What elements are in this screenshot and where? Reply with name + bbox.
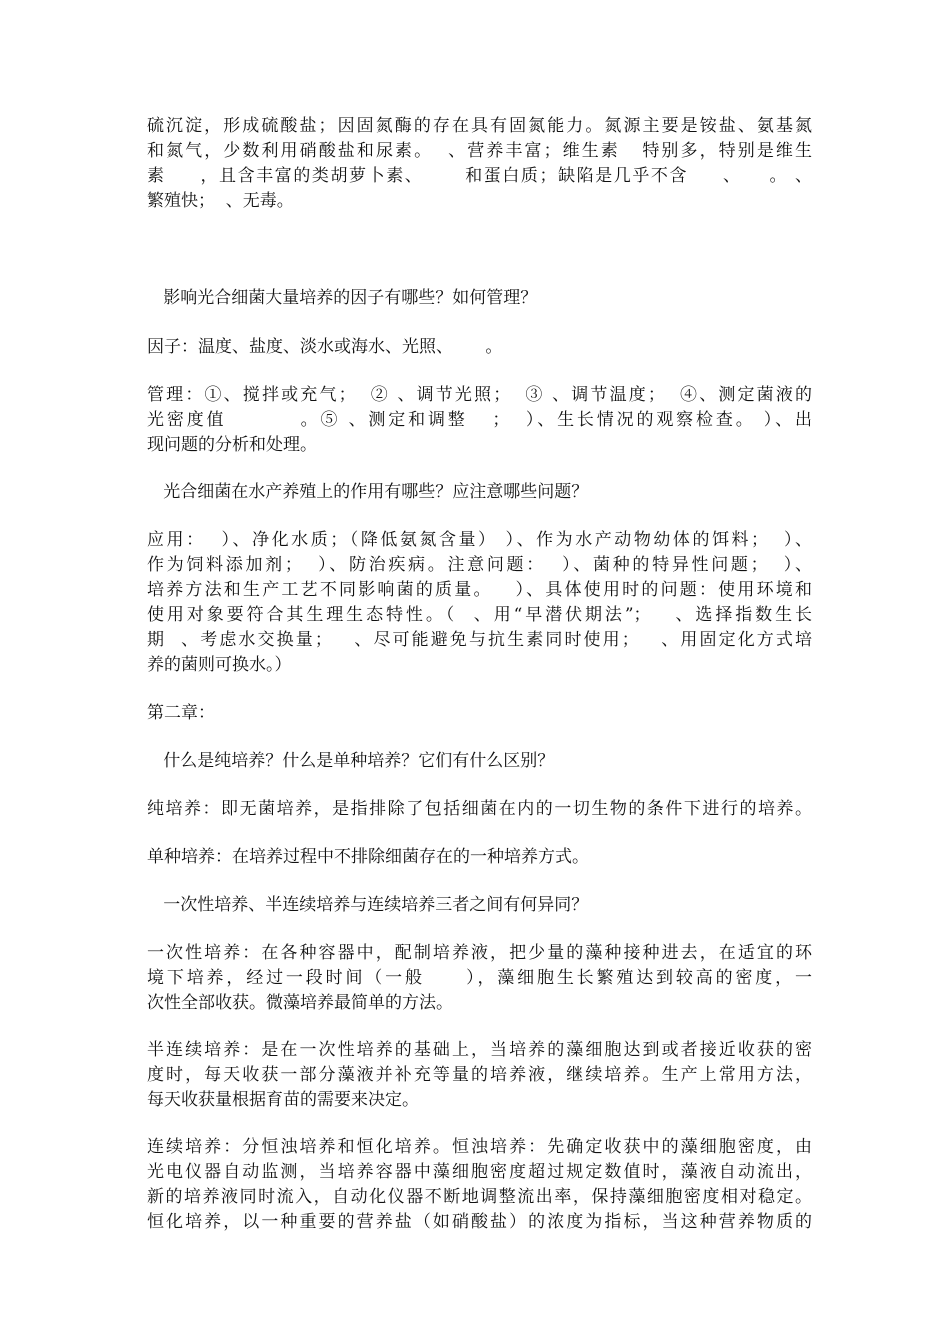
text-line: 单种培养：在培养过程中不排除细菌存在的一种培养方式。	[147, 847, 589, 867]
text-line: 养的菌则可换水。）	[147, 655, 292, 675]
text-line: 应用： ）、净化水质；（降低氨氮含量） ）、作为水产动物幼体的饵料； ）、	[147, 530, 812, 550]
text-line: 恒化培养，以一种重要的营养盐（如硝酸盐）的浓度为指标，当这种营养物质的	[147, 1212, 812, 1232]
text-line: 一次性培养、半连续培养与连续培养三者之间有何异同？	[147, 895, 589, 915]
text-line: 什么是纯培养？什么是单种培养？它们有什么区别？	[147, 751, 555, 771]
text-line: 硫沉淀，形成硫酸盐；因固氮酶的存在具有固氮能力。氮源主要是铵盐、氨基氮	[147, 116, 812, 136]
text-line: 第二章：	[147, 703, 215, 723]
text-line: 次性全部收获。微藻培养最简单的方法。	[147, 993, 453, 1013]
text-line: 影响光合细菌大量培养的因子有哪些？如何管理？	[147, 288, 538, 308]
text-line: 每天收获量根据育苗的需要来决定。	[147, 1090, 419, 1110]
text-line: 使用对象要符合其生理生态特性。（ 、用“早潜伏期法”； 、选择指数生长	[147, 605, 812, 625]
text-line: 半连续培养：是在一次性培养的基础上，当培养的藻细胞达到或者接近收获的密	[147, 1040, 812, 1060]
text-line: 度时，每天收获一部分藻液并补充等量的培养液，继续培养。生产上常用方法，	[147, 1065, 812, 1085]
text-line: 光合细菌在水产养殖上的作用有哪些？应注意哪些问题？	[147, 482, 589, 502]
text-line: 境下培养，经过一段时间（一般 ），藻细胞生长繁殖达到较高的密度，一	[147, 968, 812, 988]
text-line: 光电仪器自动监测，当培养容器中藻细胞密度超过规定数值时，藻液自动流出，	[147, 1162, 812, 1182]
text-line: 素 ，且含丰富的类胡萝卜素、 和蛋白质；缺陷是几乎不含 、 。 、	[147, 166, 812, 186]
text-line: 现问题的分析和处理。	[147, 435, 317, 455]
text-line: 和氮气，少数利用硝酸盐和尿素。 、营养丰富；维生素 特别多，特别是维生	[147, 141, 812, 161]
text-line: 期 、考虑水交换量； 、尽可能避免与抗生素同时使用； 、用固定化方式培	[147, 630, 812, 650]
text-line: 连续培养：分恒浊培养和恒化培养。恒浊培养：先确定收获中的藻细胞密度，由	[147, 1137, 812, 1157]
text-line: 光密度值 。⑤ 、测定和调整 ； ）、生长情况的观察检查。 ）、出	[147, 410, 812, 430]
text-line: 培养方法和生产工艺不同影响菌的质量。 ）、具体使用时的问题：使用环境和	[147, 580, 812, 600]
text-line: 新的培养液同时流入，自动化仪器不断地调整流出率，保持藻细胞密度相对稳定。	[147, 1187, 812, 1207]
text-line: 繁殖快； 、无毒。	[147, 191, 294, 211]
text-line: 作为饲料添加剂； ）、防治疾病。注意问题： ）、菌种的特异性问题； ）、	[147, 555, 812, 575]
text-line: 管理：①、搅拌或充气； ② 、调节光照； ③ 、调节温度； ④、测定菌液的	[147, 385, 812, 405]
text-line: 纯培养：即无菌培养，是指排除了包括细菌在内的一切生物的条件下进行的培养。	[147, 799, 812, 819]
text-line: 一次性培养：在各种容器中，配制培养液，把少量的藻种接种进去，在适宜的环	[147, 943, 812, 963]
text-line: 因子：温度、盐度、淡水或海水、光照、 。	[147, 337, 503, 357]
